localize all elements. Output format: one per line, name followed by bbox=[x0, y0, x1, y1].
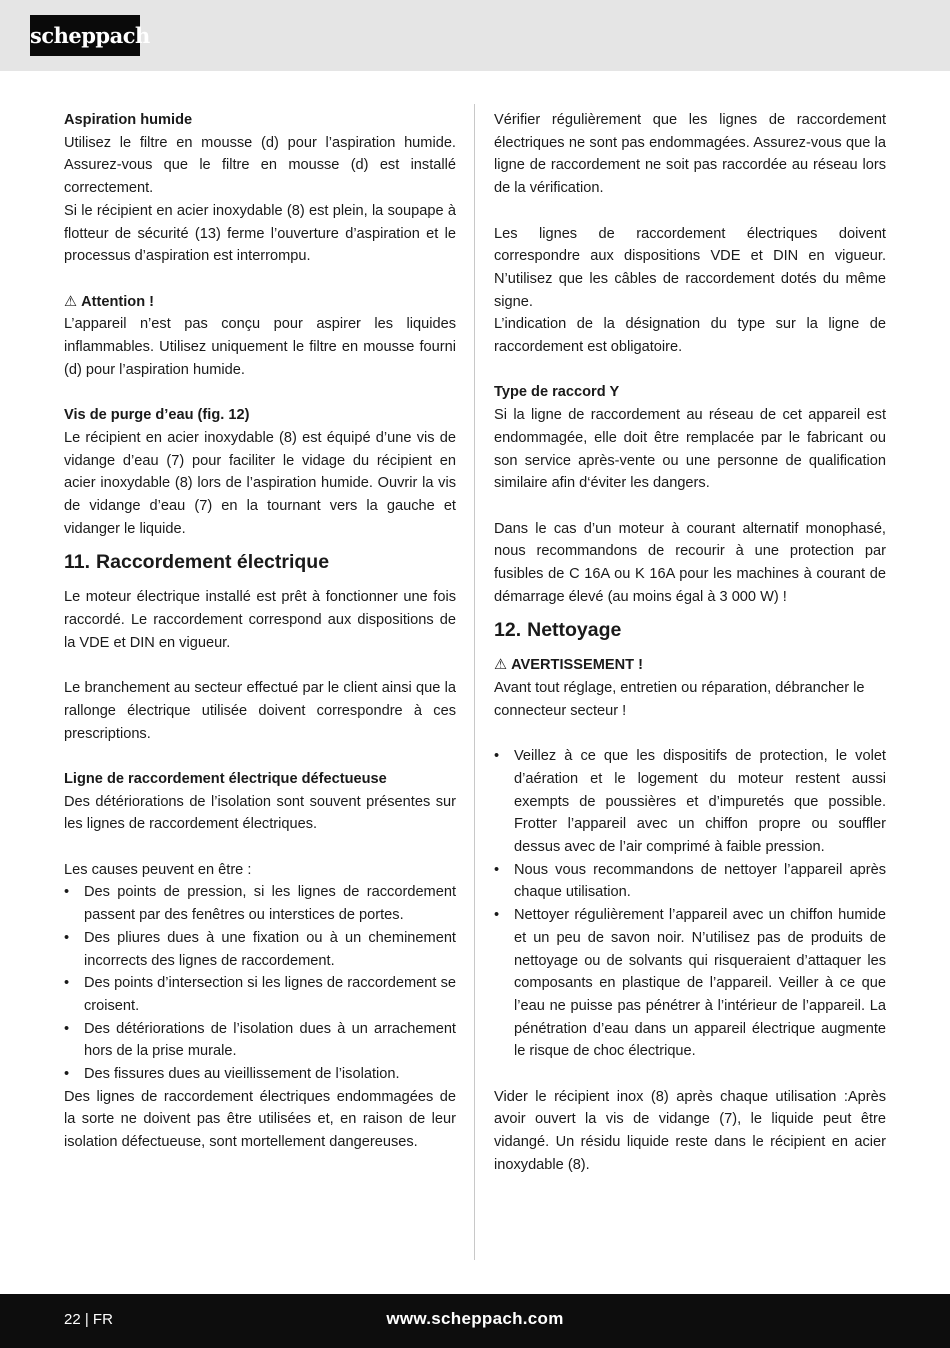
warning-text: Avant tout réglage, entretien ou réparation, débrancher le connecteur secteur ! bbox=[494, 680, 865, 719]
bullet-icon: • bbox=[494, 861, 500, 878]
electrical-text-2: Le branchement au secteur effectué par le client ainsi que la rallonge électrique utilisée doivent correspondre à ces prescriptions. bbox=[64, 680, 456, 742]
section-11-title bbox=[64, 548, 456, 576]
section-12-title bbox=[494, 616, 886, 644]
list-item: • Veillez à ce que les dispositifs de protection, le volet d’aération et le logement du moteur restent aussi exempts de poussières et d’impuretés que possible. Frotter l’appareil avec un chiffon propre ou souffler dessus avec de l’air comprimé à faible pression. bbox=[494, 745, 886, 859]
list-item: • Des points d’intersection si les lignes de raccordement se croisent. bbox=[64, 972, 456, 1017]
list-item: • Nous vous recommandons de nettoyer l’appareil après chaque utilisation. bbox=[494, 859, 886, 904]
list-item: • Des pliures dues à une fixation ou à un cheminement incorrects des lignes de raccordement. bbox=[64, 927, 456, 972]
header-band bbox=[0, 0, 950, 71]
defective-line-heading: Ligne de raccordement électrique défectueuse bbox=[64, 770, 387, 787]
warning-heading bbox=[494, 654, 886, 677]
electrical-text-1: Le moteur électrique installé est prêt à fonctionner une fois raccordé. Le raccordement correspond aux dispositions de la VDE et DIN en vigueur. bbox=[64, 589, 456, 651]
wet-suction-text-2: Si le récipient en acier inoxydable (8) est plein, la soupape à flotteur de sécurité (13) ferme l’ouverture d’aspiration et le processus d’aspiration est interrompu. bbox=[64, 202, 456, 265]
defective-line-text: Des détériorations de l’isolation sont souvent présentes sur les lignes de raccordement électriques. bbox=[64, 793, 456, 833]
section-12-number: 12. bbox=[494, 619, 522, 642]
bullet-icon: • bbox=[64, 884, 70, 901]
motor-fuse-text: Dans le cas d’un moteur à courant alternatif monophasé, nous recommandons de recourir à une protection par fusibles de C 16A ou K 16A pour les machines à courant de démarrage élevé (au moins égal à 3 000 W) ! bbox=[494, 520, 886, 605]
bullet-icon: • bbox=[494, 748, 500, 765]
drain-screw-heading: Vis de purge d’eau (fig. 12) bbox=[64, 407, 250, 424]
causes-intro: Les causes peuvent en être : bbox=[64, 861, 252, 878]
causes-list bbox=[64, 881, 456, 1085]
warning-label: AVERTISSEMENT ! bbox=[511, 657, 643, 674]
attention-heading bbox=[64, 291, 456, 314]
warning-triangle-icon: ⚠ bbox=[64, 293, 78, 310]
wet-suction-heading: Aspiration humide bbox=[64, 112, 193, 128]
vde-text-2: L’indication de la désignation du type sur la ligne de raccordement est obligatoire. bbox=[494, 316, 886, 356]
column-divider bbox=[474, 104, 475, 1260]
bullet-icon: • bbox=[64, 1020, 70, 1037]
list-item: • Nettoyer régulièrement l’appareil avec un chiffon humide et un peu de savon noir. N’utilisez pas de produits de nettoyage ou de solvants qui risqueraient d’attaquer les composants en plastique de l’appareil. Veiller à ce que l’eau ne puisse pas pénétrer à l’intérieur de l’appareil. La pénétration d’eau dans un appareil électrique augmente le risque de choc électrique. bbox=[494, 904, 886, 1063]
bullet-icon: • bbox=[64, 929, 70, 946]
attention-text: L’appareil n’est pas conçu pour aspirer les liquides inflammables. Utilisez uniquement le filtre en mousse fourni (d) pour l’aspiration humide. bbox=[64, 316, 456, 378]
left-column bbox=[64, 109, 456, 1154]
vde-text-1: Les lignes de raccordement électriques doivent correspondre aux dispositions VDE et DIN en vigueur. N’utilisez que les câbles de raccordement dotés du même signe. bbox=[494, 225, 886, 310]
list-item: • Des fissures dues au vieillissement de l’isolation. bbox=[64, 1063, 456, 1086]
right-column bbox=[494, 109, 886, 1177]
drain-screw-text: Le récipient en acier inoxydable (8) est équipé d’une vis de vidange d’eau (7) pour faciliter le vidage du récipient en acier inoxydable (8) lors de l’aspiration humide. Ouvrir la vis de vidange d’eau (7) en la tournant vers la gauche et vidanger le liquide. bbox=[64, 429, 456, 537]
bullet-icon: • bbox=[64, 1066, 70, 1083]
page-number: 22 | FR bbox=[64, 1311, 113, 1328]
connection-type-heading: Type de raccord Y bbox=[494, 384, 620, 401]
bullet-icon: • bbox=[494, 907, 500, 924]
section-11-number: 11. bbox=[64, 551, 91, 574]
wet-suction-text-1: Utilisez le filtre en mousse (d) pour l’aspiration humide. Assurez-vous que le filtre en mousse (d) est installé correctement. bbox=[64, 134, 456, 197]
attention-label: Attention ! bbox=[81, 293, 155, 310]
brand-logo: scheppach bbox=[30, 15, 140, 56]
bullet-icon: • bbox=[64, 975, 70, 992]
warning-triangle-icon: ⚠ bbox=[494, 657, 508, 674]
list-item: • Des points de pression, si les lignes de raccordement passent par des fenêtres ou interstices de portes. bbox=[64, 881, 456, 926]
footer-band bbox=[0, 1294, 950, 1348]
footer-url: www.scheppach.com bbox=[386, 1309, 564, 1328]
connection-type-text: Si la ligne de raccordement au réseau de cet appareil est endommagée, elle doit être remplacée par le fabricant ou son service après-vente ou une personne de qualification similaire afin d‘éviter les dangers. bbox=[494, 407, 886, 492]
section-11-label: Raccordement électrique bbox=[96, 551, 330, 574]
check-lines-text: Vérifier régulièrement que les lignes de raccordement électriques ne sont pas endommagées. Assurez-vous que la ligne de raccordement ne soit pas raccordée au réseau lors de la vérification. bbox=[494, 112, 886, 197]
section-12-label: Nettoyage bbox=[527, 619, 622, 642]
causes-outro: Des lignes de raccordement électriques endommagées de la sorte ne doivent pas être utilisées et, en raison de leur isolation défectueuse, sont mortellement dangereuses. bbox=[64, 1088, 456, 1151]
empty-container-text: Vider le récipient inox (8) après chaque utilisation :Après avoir ouvert la vis de vidange (7), le liquide peut être vidangé. Un résidu liquide reste dans le récipient en acier inoxydable (8). bbox=[494, 1088, 886, 1173]
cleaning-list bbox=[494, 745, 886, 1063]
list-item: • Des détériorations de l’isolation dues à un arrachement hors de la prise murale. bbox=[64, 1018, 456, 1063]
